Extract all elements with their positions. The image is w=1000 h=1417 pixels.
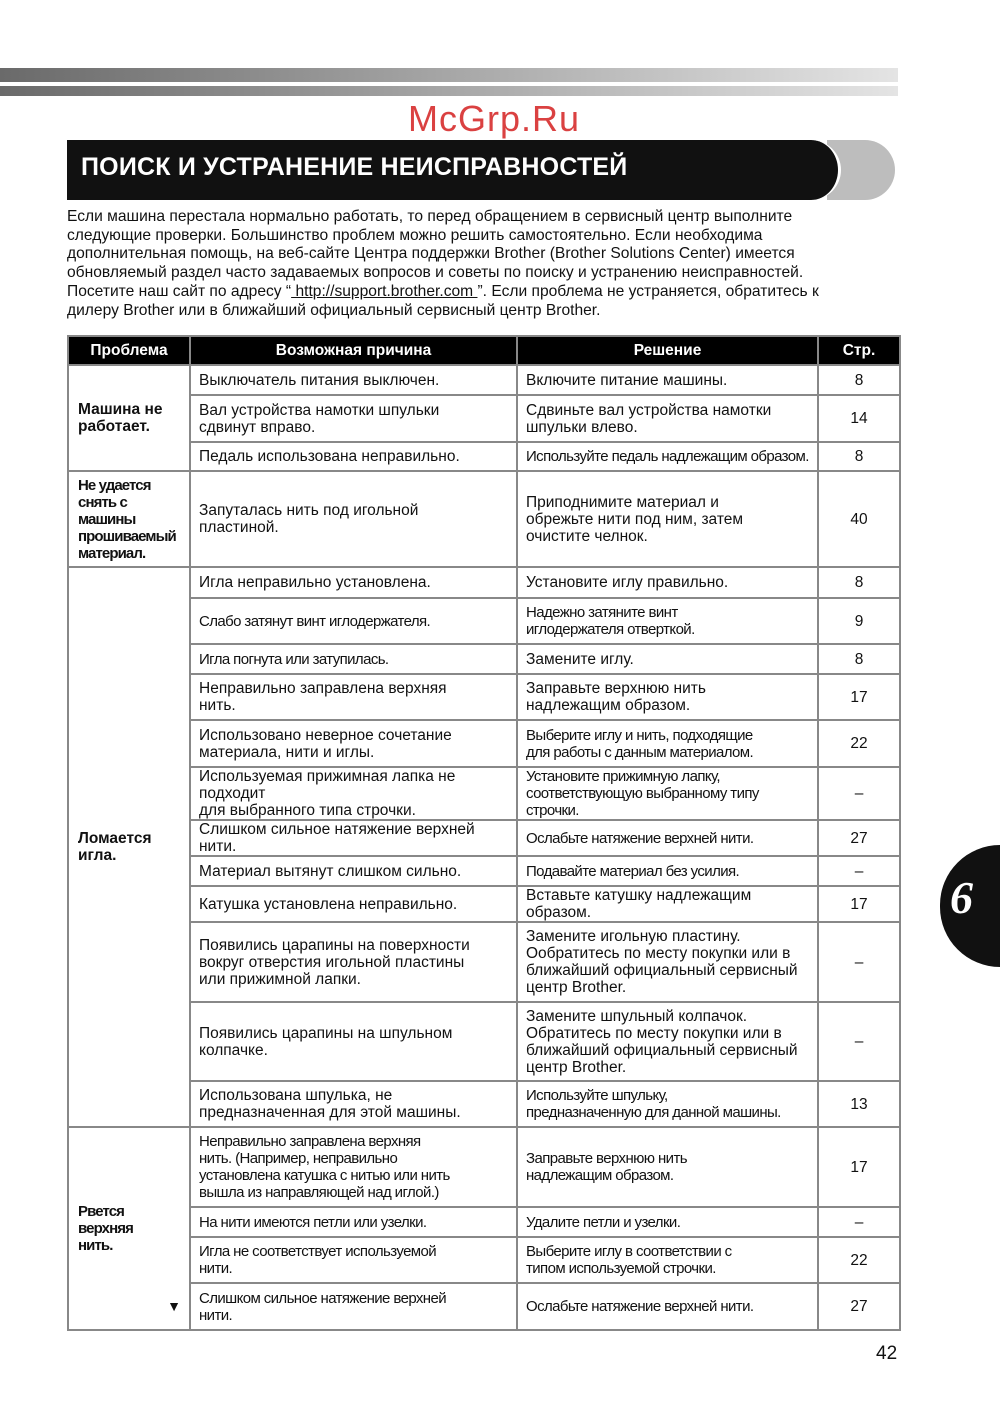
- page-text: –: [854, 1033, 864, 1050]
- page-cell: [818, 720, 900, 767]
- solution-cell: [517, 767, 818, 820]
- cause-text: Игла не соответствует используемой нити.: [199, 1243, 437, 1277]
- cause-text: Игла погнута или затупилась.: [199, 650, 389, 668]
- solution-text: Замените шпульный колпачок. Обратитесь по месту покупки или в ближайший официальный сервисный центр Brother.: [526, 1007, 798, 1076]
- solution-cell: [517, 886, 818, 922]
- header-stripe-top: [0, 68, 898, 82]
- page-number: 42: [876, 1343, 898, 1364]
- table-row: [68, 856, 900, 886]
- table-row: [68, 1207, 900, 1237]
- solution-text: Выберите иглу и нить, подходящие для работы с данным материалом.: [526, 726, 754, 761]
- solution-cell: [517, 720, 818, 767]
- cause-text: Появились царапины на поверхности вокруг отверстия игольной пластины или прижимной лапки.: [199, 936, 470, 988]
- solution-cell: [517, 1237, 818, 1283]
- solution-cell: [517, 922, 818, 1002]
- solution-cell: [517, 442, 818, 471]
- cause-cell: [190, 820, 517, 856]
- problem-text: Машина не работает.: [78, 401, 163, 435]
- header-solution: Решение: [517, 336, 818, 365]
- solution-text: Ослабьте натяжение верхней нити.: [526, 829, 754, 847]
- page-cell: [818, 767, 900, 820]
- problem-text: Ломается игла.: [78, 830, 152, 864]
- table-row: [68, 1002, 900, 1081]
- solution-cell: [517, 1081, 818, 1127]
- page-text: 22: [850, 735, 868, 752]
- cause-cell: [190, 886, 517, 922]
- watermark: McGrp.Ru: [408, 98, 581, 139]
- page-cell: [818, 820, 900, 856]
- table-row: [68, 767, 900, 820]
- problem-text: Не удается снять с машины прошиваемый материал.: [78, 476, 176, 562]
- page-text: 40: [850, 510, 868, 528]
- page-cell: [818, 471, 900, 567]
- page-cell: [818, 674, 900, 720]
- table-row: [68, 471, 900, 567]
- cause-text: Использовано неверное сочетание материала, нити и иглы.: [199, 726, 452, 761]
- cause-text: Слабо затянут винт иглодержателя.: [199, 612, 431, 630]
- table-row: [68, 395, 900, 442]
- page-cell: [818, 1127, 900, 1207]
- intro-paragraph: [67, 208, 907, 320]
- solution-cell: [517, 567, 818, 598]
- table-row: [68, 567, 900, 598]
- table-row: [68, 922, 900, 1002]
- cause-cell: [190, 365, 517, 395]
- cause-text: Выключатель питания выключен.: [199, 371, 440, 389]
- solution-cell: [517, 1283, 818, 1330]
- page-cell: [818, 598, 900, 644]
- solution-text: Замените иглу.: [526, 650, 634, 668]
- troubleshooting-table: [67, 335, 901, 1331]
- table-row: [68, 820, 900, 856]
- problem-cell: [68, 365, 190, 471]
- solution-text: Замените игольную пластину. Ообратитесь по месту покупки или в ближайший официальный сервисный центр Brother.: [526, 928, 798, 996]
- table-row: [68, 644, 900, 674]
- page-cell: [818, 395, 900, 442]
- solution-text: Заправьте верхнюю нить надлежащим образом.: [526, 1150, 687, 1184]
- solution-text: Удалите петли и узелки.: [526, 1213, 681, 1231]
- table-row: [68, 720, 900, 767]
- page-text: –: [854, 785, 864, 802]
- cause-text: Неправильно заправлена верхняя нить.: [199, 680, 447, 714]
- cause-text: Материал вытянут слишком сильно.: [199, 862, 462, 880]
- page-text: 27: [850, 829, 868, 847]
- page-text: 8: [854, 371, 864, 389]
- header-stripe-bottom: [0, 86, 898, 96]
- continued-arrow-icon: ▼: [167, 1298, 181, 1314]
- solution-text: Используйте шпульку, предназначенную для данной машины.: [526, 1087, 781, 1121]
- table-row: [68, 1127, 900, 1207]
- page-cell: [818, 1081, 900, 1127]
- page-cell: [818, 442, 900, 471]
- cause-text: Неправильно заправлена верхняя нить. (Например, неправильно установлена катушка с нитью или нить вышла из направляющей над иглой.): [199, 1133, 450, 1201]
- table-row: [68, 365, 900, 395]
- solution-cell: [517, 820, 818, 856]
- cause-cell: [190, 1127, 517, 1207]
- header-page: Стр.: [818, 336, 900, 365]
- cause-text: Слишком сильное натяжение верхней нити.: [199, 1289, 446, 1324]
- problem-text: Рвется верхняя нить.: [78, 1203, 133, 1254]
- page-cell: [818, 1207, 900, 1237]
- page-text: 8: [854, 650, 864, 668]
- page-text: 22: [850, 1251, 868, 1269]
- page-text: –: [854, 1213, 864, 1231]
- table-row: [68, 598, 900, 644]
- cause-text: Педаль использована неправильно.: [199, 448, 460, 465]
- page-text: 17: [850, 895, 868, 913]
- section-title-banner: [67, 140, 897, 200]
- chapter-number: 6: [950, 872, 973, 923]
- cause-text: Используемая прижимная лапка не подходит для выбранного типа строчки.: [199, 768, 456, 819]
- cause-cell: [190, 674, 517, 720]
- cause-cell: [190, 767, 517, 820]
- solution-text: Приподнимите материал и обрежьте нити под ним, затем очистите челнок.: [526, 493, 744, 545]
- intro-text-after: ”. Если проблема не устраняется, обратитесь к дилеру Brother или в ближайший официальный сервисный центр Brother.: [67, 282, 819, 319]
- solution-cell: [517, 395, 818, 442]
- title-banner-box: [67, 140, 841, 200]
- solution-cell: [517, 471, 818, 567]
- solution-text: Установите прижимную лапку, соответствующую выбранному типу строчки.: [526, 768, 759, 819]
- cause-cell: [190, 922, 517, 1002]
- page-cell: [818, 365, 900, 395]
- cause-cell: [190, 1081, 517, 1127]
- page-text: 17: [850, 688, 868, 706]
- page-cell: [818, 1283, 900, 1330]
- table-body: [68, 365, 900, 1330]
- solution-cell: [517, 1127, 818, 1207]
- cause-cell: [190, 1237, 517, 1283]
- solution-text: Используйте педаль надлежащим образом.: [526, 448, 809, 465]
- page-cell: [818, 1237, 900, 1283]
- page-cell: [818, 644, 900, 674]
- page-text: –: [854, 862, 864, 880]
- solution-cell: [517, 598, 818, 644]
- cause-cell: [190, 598, 517, 644]
- header-cause: Возможная причина: [190, 336, 517, 365]
- table-row: [68, 1237, 900, 1283]
- page-cell: [818, 1002, 900, 1081]
- cause-cell: [190, 471, 517, 567]
- cause-cell: [190, 395, 517, 442]
- solution-cell: [517, 644, 818, 674]
- cause-text: Использована шпулька, не предназначенная для этой машины.: [199, 1087, 461, 1121]
- cause-cell: [190, 1002, 517, 1081]
- cause-cell: [190, 644, 517, 674]
- solution-cell: [517, 1207, 818, 1237]
- cause-cell: [190, 856, 517, 886]
- problem-cell: [68, 567, 190, 1127]
- page-cell: [818, 856, 900, 886]
- solution-cell: [517, 674, 818, 720]
- solution-text: Ослабьте натяжение верхней нити.: [526, 1298, 754, 1315]
- solution-text: Подавайте материал без усилия.: [526, 862, 740, 880]
- solution-text: Надежно затяните винт иглодержателя отверткой.: [526, 604, 695, 638]
- solution-text: Выберите иглу в соответствии с типом используемой строчки.: [526, 1243, 732, 1277]
- page-text: 9: [854, 612, 864, 630]
- table-header-row: [68, 336, 900, 365]
- solution-text: Заправьте верхнюю нить надлежащим образом.: [526, 680, 706, 714]
- page-text: 8: [854, 574, 864, 591]
- page-text: –: [854, 953, 864, 971]
- page-text: 14: [850, 410, 868, 427]
- solution-text: Сдвиньте вал устройства намотки шпульки влево.: [526, 401, 772, 436]
- solution-cell: [517, 1002, 818, 1081]
- cause-cell: [190, 567, 517, 598]
- cause-text: Вал устройства намотки шпульки сдвинут вправо.: [199, 401, 440, 436]
- page-text: 8: [854, 448, 864, 465]
- page-text: 13: [850, 1095, 868, 1113]
- solution-text: Установите иглу правильно.: [526, 574, 729, 591]
- header-problem: Проблема: [68, 336, 190, 365]
- table-row: [68, 674, 900, 720]
- page-cell: [818, 922, 900, 1002]
- table-row: [68, 1283, 900, 1330]
- cause-cell: [190, 442, 517, 471]
- cause-text: Игла неправильно установлена.: [199, 574, 431, 591]
- page-cell: [818, 567, 900, 598]
- cause-cell: [190, 1283, 517, 1330]
- cause-text: Катушка установлена неправильно.: [199, 895, 458, 913]
- page-text: 27: [850, 1298, 868, 1315]
- table-row: [68, 442, 900, 471]
- solution-cell: [517, 365, 818, 395]
- table-row: [68, 1081, 900, 1127]
- chapter-tab: [940, 845, 1000, 967]
- table-row: [68, 886, 900, 922]
- problem-cell: [68, 471, 190, 567]
- cause-cell: [190, 720, 517, 767]
- cause-cell: [190, 1207, 517, 1237]
- solution-cell: [517, 856, 818, 886]
- cause-text: Слишком сильное натяжение верхней нити.: [199, 821, 475, 855]
- cause-text: На нити имеются петли или узелки.: [199, 1213, 427, 1231]
- cause-text: Появились царапины на шпульном колпачке.: [199, 1024, 453, 1059]
- solution-text: Включите питание машины.: [526, 371, 728, 389]
- cause-text: Запуталась нить под игольной пластиной.: [199, 502, 419, 536]
- intro-text-before: Если машина перестала нормально работать, то перед обращением в сервисный центр выполните следующие проверки. Большинство проблем можно решить самостоятельно. Если необходима дополнительная помощь, на веб-сайте Центра поддержки Brother (Brother Solutions Center) имеется обновляемый раздел часто задаваемых вопросов и советы по поиску и устранению неисправностей. Посетите наш сайт по адресу “: [67, 208, 804, 300]
- page-title: ПОИСК И УСТРАНЕНИЕ НЕИСПРАВНОСТЕЙ: [81, 153, 628, 181]
- page-cell: [818, 886, 900, 922]
- solution-text: Вставьте катушку надлежащим образом.: [526, 887, 752, 921]
- page-text: 17: [850, 1158, 868, 1176]
- support-link[interactable]: http://support.brother.com: [291, 282, 478, 300]
- problem-cell: [68, 1127, 190, 1330]
